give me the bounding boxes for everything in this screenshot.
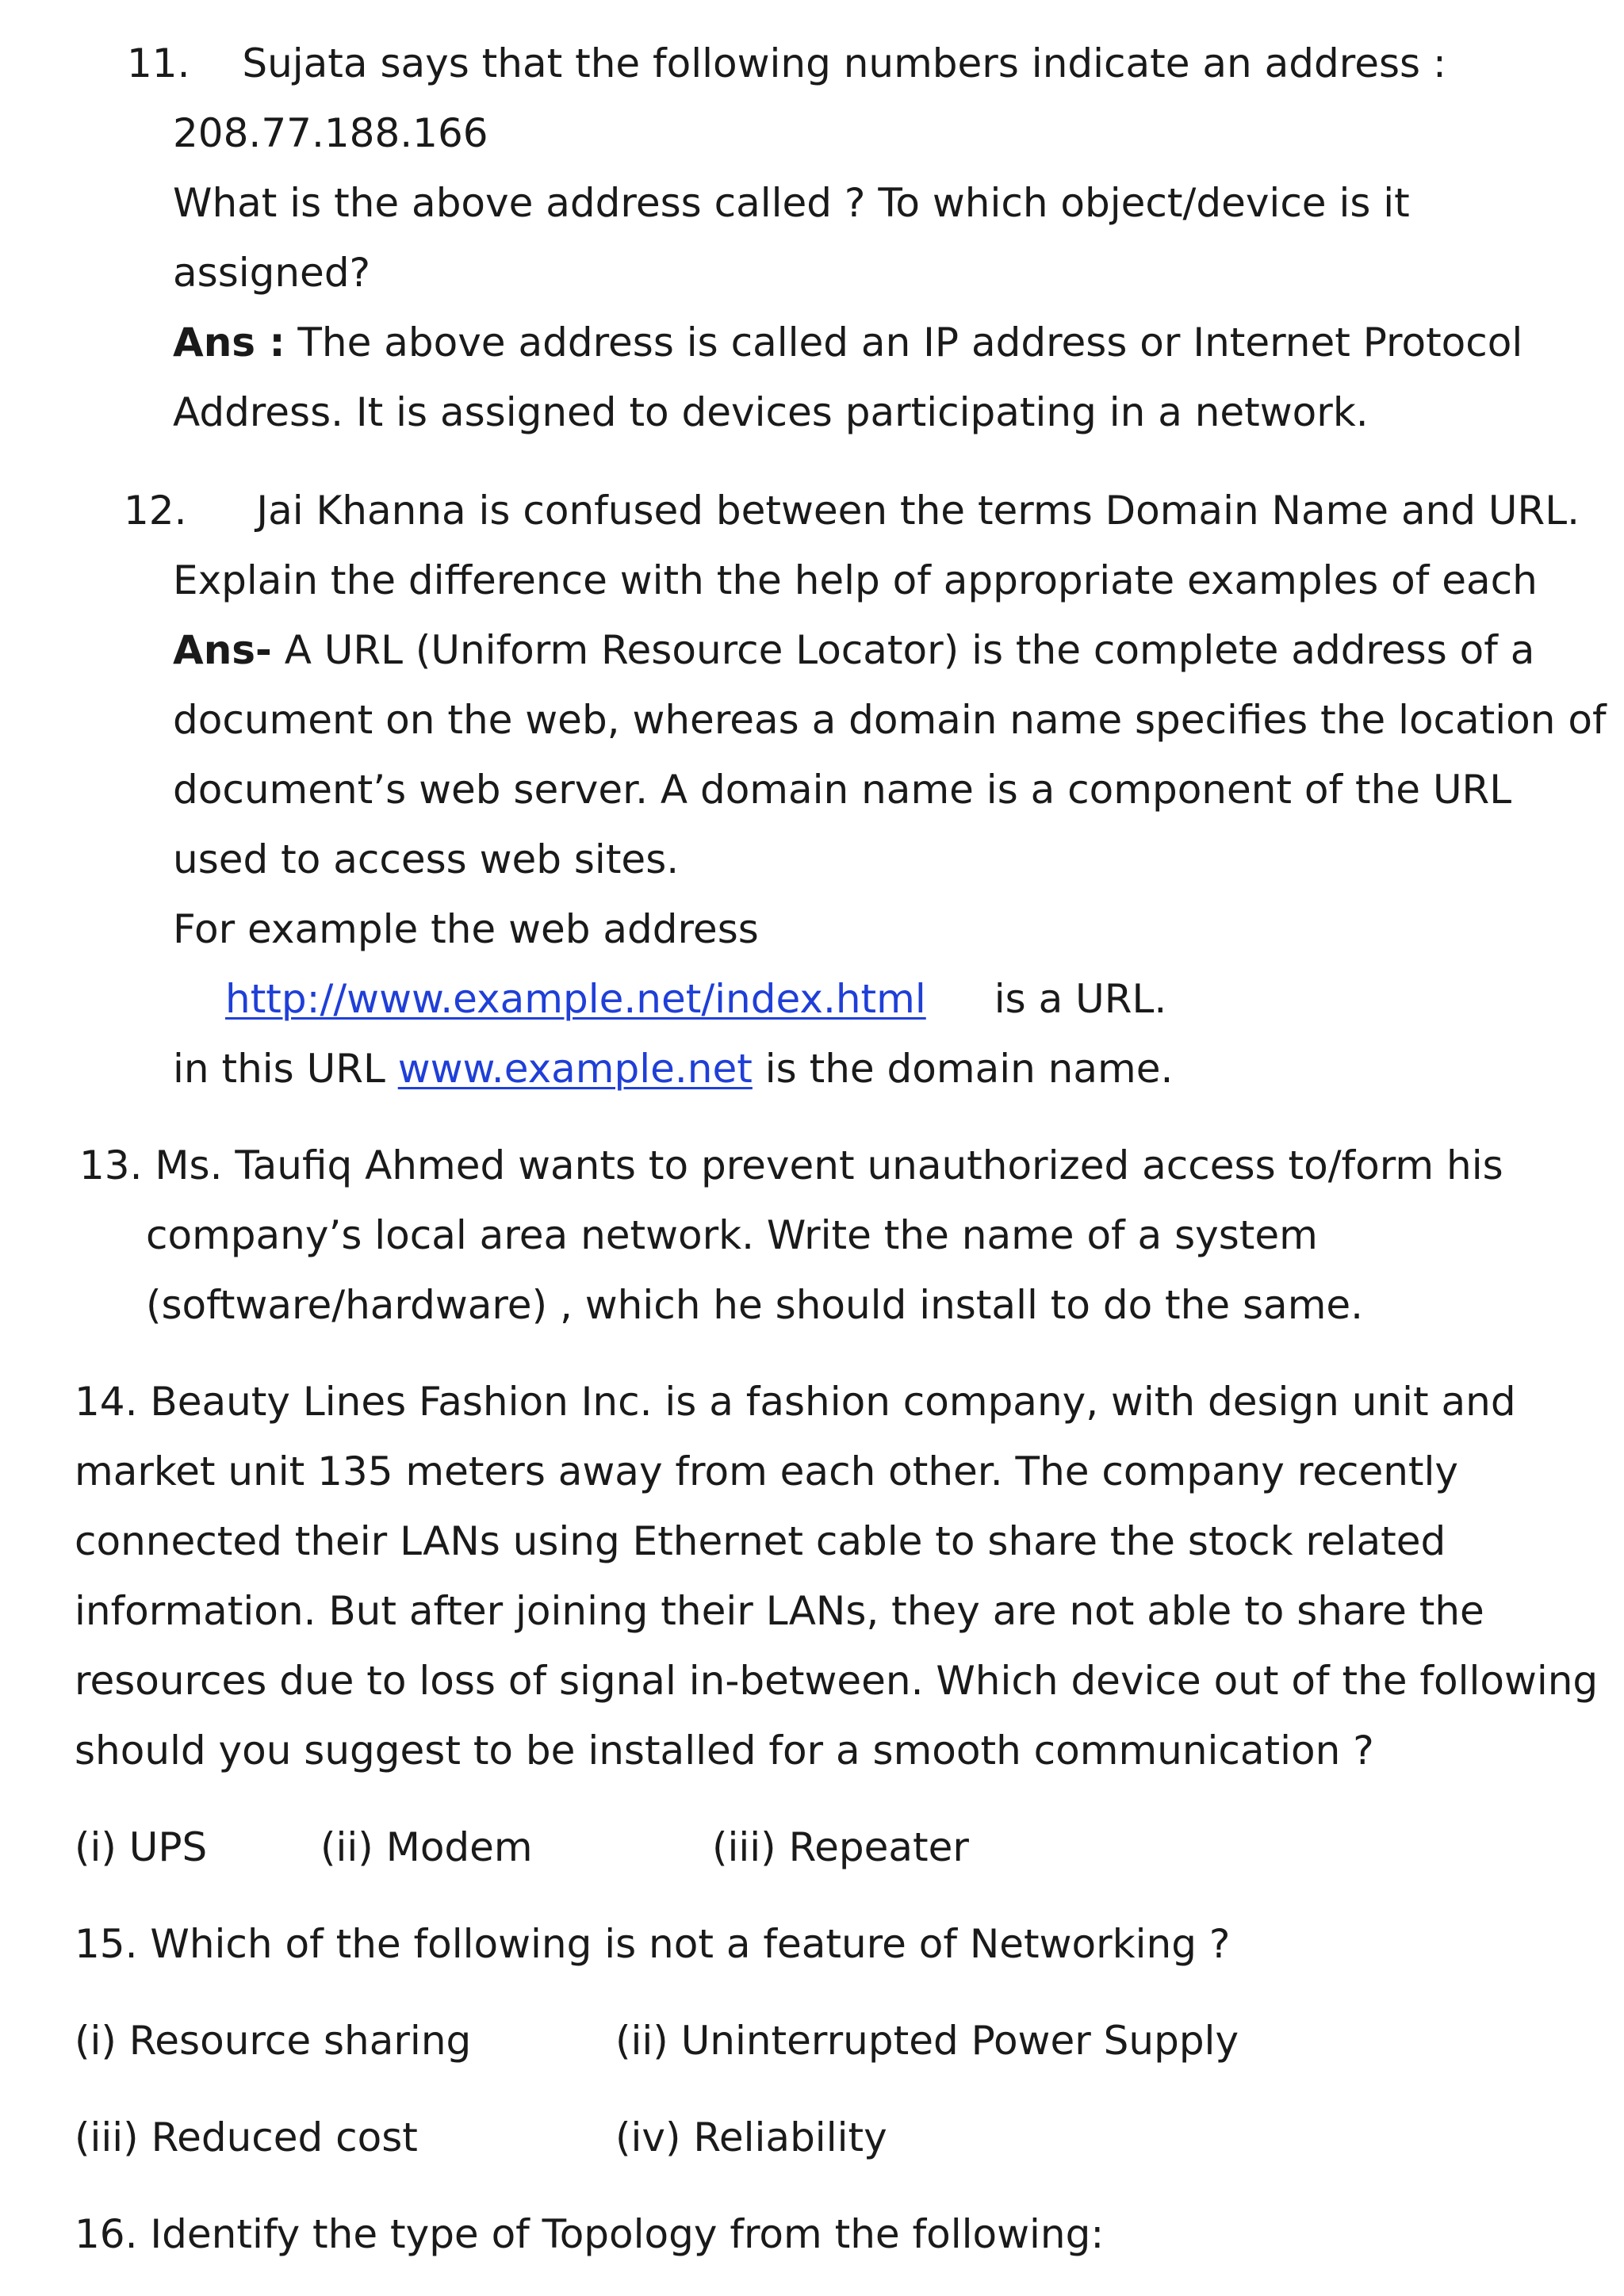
option-modem: (ii) Modem [320, 1824, 533, 1870]
option-reliability: (iv) Reliability [615, 2114, 887, 2160]
question-text: resources due to loss of signal in-between. Which device out of the following [75, 1658, 1599, 1704]
answer-text: Address. It is assigned to devices participating in a network. [173, 389, 1369, 435]
example-intro: For example the web address [173, 906, 759, 952]
question-text: 13. Ms. Taufiq Ahmed wants to prevent unauthorized access to/form his [79, 1142, 1503, 1188]
question-text: Explain the difference with the help of appropriate examples of each [173, 557, 1538, 603]
question-text: 16. Identify the type of Topology from the following: [75, 2211, 1105, 2257]
answer-text: used to access web sites. [173, 836, 680, 882]
question-text: market unit 135 meters away from each other. The company recently [75, 1448, 1459, 1494]
question-text: company’s local area network. Write the name of a system [146, 1212, 1318, 1258]
option-ups-feature: (ii) Uninterrupted Power Supply [615, 2018, 1239, 2064]
option-reduced-cost: (iii) Reduced cost [75, 2114, 418, 2160]
answer-text: document on the web, whereas a domain name specifies the location of [173, 697, 1607, 743]
answer-label: Ans- [173, 627, 272, 673]
question-text: 14. Beauty Lines Fashion Inc. is a fashion company, with design unit and [75, 1379, 1516, 1425]
answer-text: document’s web server. A domain name is a component of the URL [173, 767, 1512, 813]
domain-prefix: in this URL [173, 1046, 398, 1092]
question-text: (software/hardware) , which he should install to do the same. [146, 1282, 1364, 1328]
option-repeater: (iii) Repeater [712, 1824, 969, 1870]
question-text: Jai Khanna is confused between the terms Domain Name and URL. [256, 488, 1580, 534]
question-text: should you suggest to be installed for a smooth communication ? [75, 1728, 1374, 1774]
question-text: connected their LANs using Ethernet cable to share the stock related [75, 1518, 1446, 1564]
question-text: What is the above address called ? To which object/device is it [173, 180, 1410, 226]
domain-link[interactable]: www.example.net [397, 1046, 753, 1092]
example-url-link[interactable]: http://www.example.net/index.html [225, 976, 926, 1022]
answer-text: A URL (Uniform Resource Locator) is the complete address of a [271, 627, 1535, 673]
question-text: assigned? [173, 250, 371, 296]
example-url-suffix: is a URL. [994, 976, 1167, 1022]
question-text: 15. Which of the following is not a feature of Networking ? [75, 1921, 1231, 1967]
domain-suffix: is the domain name. [752, 1046, 1174, 1092]
answer-label: Ans : [173, 320, 285, 365]
question-text: information. But after joining their LANs, they are not able to share the [75, 1588, 1484, 1634]
ip-address-text: 208.77.188.166 [173, 110, 488, 156]
question-number: 12. [124, 488, 187, 534]
option-ups: (i) UPS [75, 1824, 208, 1870]
option-resource-sharing: (i) Resource sharing [75, 2018, 472, 2064]
question-text: Sujata says that the following numbers indicate an address : [242, 40, 1446, 86]
answer-text: The above address is called an IP address or Internet Protocol [285, 320, 1523, 365]
question-number: 11. [127, 40, 190, 86]
